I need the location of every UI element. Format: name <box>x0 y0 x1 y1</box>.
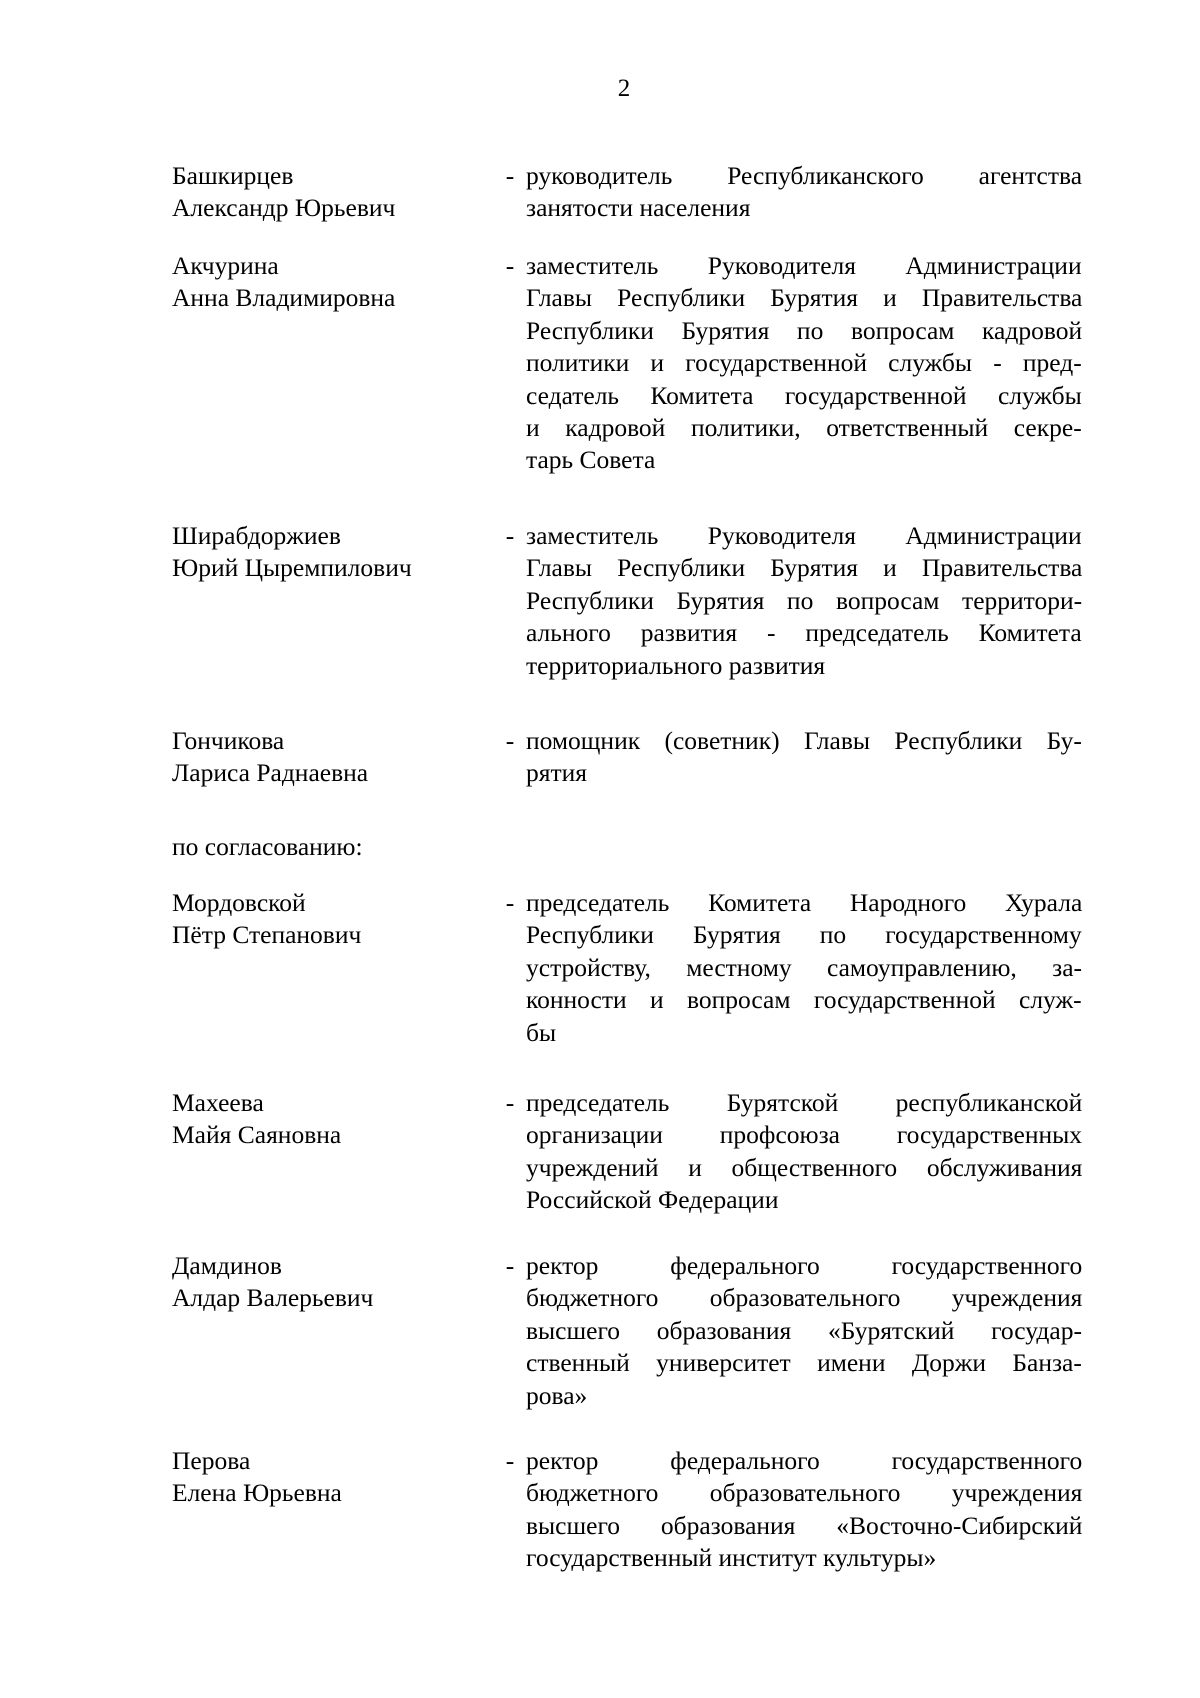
position-line: политики и государственной службы - пред- <box>526 348 1082 378</box>
position-line: рова» <box>526 1380 588 1410</box>
position-line: помощник (советник) Главы Республики Бу- <box>526 726 1082 755</box>
member-position <box>526 250 1082 477</box>
member-position <box>526 1250 1082 1412</box>
member-surname: Дамдинов <box>172 1251 282 1280</box>
position-line: устройству, местному самоуправлению, за- <box>526 952 1083 982</box>
dash-separator: - <box>505 521 515 550</box>
member-name <box>172 1087 492 1152</box>
dash-separator: - <box>505 888 515 917</box>
member-position <box>526 1087 1082 1217</box>
position-line: высшего образования «Бурятский государ- <box>526 1315 1082 1345</box>
member-given-name: Александр Юрьевич <box>172 193 396 223</box>
member-name <box>172 250 492 315</box>
member-name <box>172 887 492 952</box>
member-surname: Акчурина <box>172 251 279 280</box>
dash-separator: - <box>505 1088 515 1117</box>
position-line: Главы Республики Бурятия и Правительства <box>526 283 1083 313</box>
position-line: Главы Республики Бурятия и Правительства <box>526 553 1083 583</box>
position-line: организации профсоюза государственных <box>526 1120 1083 1150</box>
position-line: руководитель Республиканского агентства <box>526 161 1083 190</box>
member-position <box>526 160 1082 225</box>
member-given-name: Анна Владимировна <box>172 283 396 313</box>
position-line: государственный институт культуры» <box>526 1543 937 1573</box>
position-line: занятости населения <box>526 193 751 223</box>
position-line: бюджетного образовательного учреждения <box>526 1478 1083 1508</box>
position-line: седатель Комитета государственной службы <box>526 380 1082 410</box>
position-line: и кадровой политики, ответственный секре- <box>526 413 1082 443</box>
position-line: заместитель Руководителя Администрации <box>526 251 1082 280</box>
member-name <box>172 1250 492 1315</box>
member-position <box>526 1445 1082 1575</box>
member-given-name: Лариса Раднаевна <box>172 758 369 788</box>
member-surname: Мордовской <box>172 888 306 917</box>
position-line: Российской Федерации <box>526 1185 779 1215</box>
dash-separator: - <box>505 1446 515 1475</box>
dash-separator: - <box>505 251 515 280</box>
dash-separator: - <box>505 1251 515 1280</box>
member-surname: Гончикова <box>172 726 285 755</box>
position-line: Республики Бурятия по вопросам территори- <box>526 585 1083 615</box>
position-line: ального развития - председатель Комитета <box>526 618 1082 648</box>
page-number: 2 <box>617 75 631 102</box>
position-line: бы <box>526 1017 557 1047</box>
member-surname: Перова <box>172 1446 251 1475</box>
position-line: Республики Бурятия по государственному <box>526 920 1082 950</box>
member-name <box>172 160 492 225</box>
position-line: ственный университет имени Доржи Банза- <box>526 1348 1082 1378</box>
position-line: председатель Комитета Народного Хурала <box>526 888 1083 917</box>
member-given-name: Алдар Валерьевич <box>172 1283 374 1313</box>
member-given-name: Майя Саяновна <box>172 1120 342 1150</box>
member-given-name: Пётр Степанович <box>172 920 362 950</box>
position-line: учреждений и общественного обслуживания <box>526 1152 1083 1182</box>
member-name <box>172 1445 492 1510</box>
member-position <box>526 725 1082 790</box>
member-name <box>172 725 492 790</box>
member-surname: Ширабдоржиев <box>172 521 341 550</box>
member-given-name: Елена Юрьевна <box>172 1478 342 1508</box>
position-line: рятия <box>526 758 587 788</box>
member-name <box>172 520 492 585</box>
position-line: ректор федерального государственного <box>526 1446 1083 1475</box>
member-surname: Махеева <box>172 1088 264 1117</box>
section-label-agreement: по согласованию: <box>172 832 363 861</box>
position-line: конности и вопросам государственной служ- <box>526 985 1082 1015</box>
member-given-name: Юрий Цыремпилович <box>172 553 412 583</box>
position-line: территориального развития <box>526 650 826 680</box>
position-line: председатель Бурятской республиканской <box>526 1088 1083 1117</box>
member-position <box>526 520 1082 682</box>
dash-separator: - <box>505 161 515 190</box>
position-line: тарь Совета <box>526 445 656 475</box>
position-line: ректор федерального государственного <box>526 1251 1083 1280</box>
member-position <box>526 887 1082 1049</box>
position-line: высшего образования «Восточно-Сибирский <box>526 1510 1083 1540</box>
position-line: Республики Бурятия по вопросам кадровой <box>526 315 1083 345</box>
dash-separator: - <box>505 726 515 755</box>
position-line: бюджетного образовательного учреждения <box>526 1283 1083 1313</box>
member-surname: Башкирцев <box>172 161 294 190</box>
position-line: заместитель Руководителя Администрации <box>526 521 1082 550</box>
